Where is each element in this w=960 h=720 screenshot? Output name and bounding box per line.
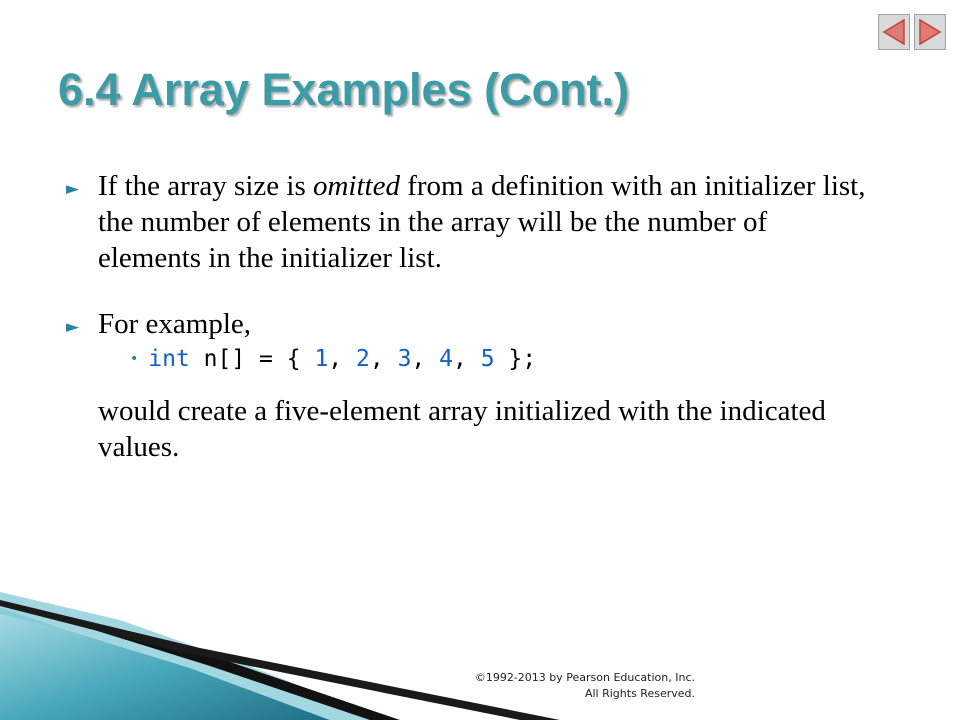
- slide-title: 6.4 Array Examples (Cont.): [58, 64, 630, 115]
- sub-bullet-icon: •: [130, 351, 139, 367]
- copyright-line: All Rights Reserved.: [584, 687, 695, 700]
- text-segment: from a definition with an initializer list, the number of elements in the array will be the number of elements in the initializer list.: [98, 170, 866, 274]
- code-example: [130, 346, 536, 372]
- code-keyword: int: [148, 346, 190, 372]
- prev-slide-button[interactable]: [878, 14, 910, 50]
- code-number: 4: [439, 346, 453, 372]
- code-number: 2: [356, 346, 370, 372]
- code-text: ,: [369, 346, 398, 372]
- triangle-left-icon: [882, 18, 906, 46]
- code-text: ,: [452, 346, 481, 372]
- code-number: 1: [314, 346, 329, 372]
- next-slide-button[interactable]: [914, 14, 946, 50]
- bullet-for-example: [66, 306, 866, 342]
- code-text: };: [494, 346, 537, 372]
- emphasis-omitted: omitted: [312, 170, 400, 202]
- slide-nav: [878, 14, 946, 50]
- code-number: 3: [397, 346, 412, 372]
- bullet-arrow-icon: ►: [66, 179, 80, 199]
- bullet-array-size-omitted: [66, 168, 866, 276]
- bullet-text: For example,: [98, 308, 252, 340]
- bullet-text: [66, 168, 866, 276]
- copyright-line: ©1992-2013 by Pearson Education, Inc.: [474, 671, 695, 684]
- code-text: ,: [328, 346, 356, 372]
- code-text: ,: [411, 346, 440, 372]
- text-segment: If the array size is: [98, 170, 313, 202]
- copyright-notice: [475, 670, 695, 702]
- code-text: n[] = {: [189, 346, 315, 372]
- bullet-arrow-icon: ►: [66, 317, 80, 337]
- continuation-text: would create a five-element array initialized with the indicated values.: [98, 395, 826, 463]
- triangle-right-icon: [918, 18, 942, 46]
- code-number: 5: [480, 346, 495, 372]
